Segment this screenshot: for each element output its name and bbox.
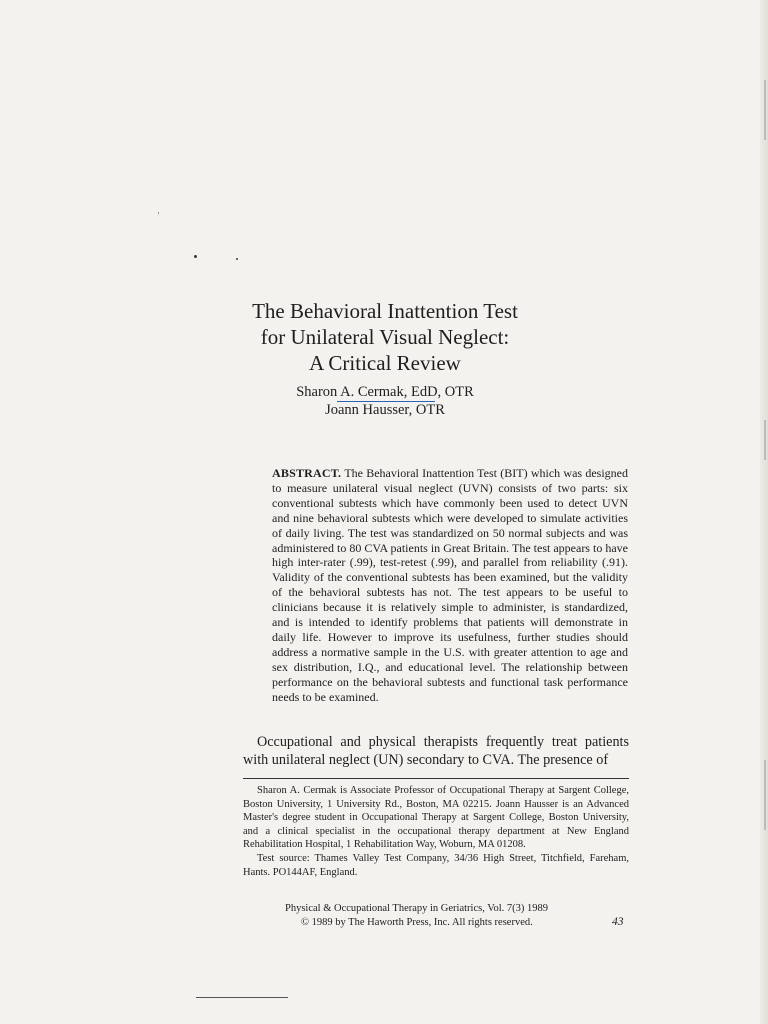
title-line: The Behavioral Inattention Test (252, 299, 518, 323)
footnote-author-info: Sharon A. Cermak is Associate Professor of Occupational Therapy at Sargent College, Boston University, 1 University Rd., Boston, MA 02215. Joann Hausser is an Advanced Master's degree student in Occupational Therapy at Sargent College, Boston University, and a clinical specialist in the occupational therapy department at New England Rehabilitation Hospital, 1 Rehabilitation Way, Woburn, MA 01208. (243, 785, 629, 851)
scan-speck (158, 212, 159, 214)
scan-speck (194, 255, 197, 258)
title-line: A Critical Review (309, 351, 461, 375)
journal-source (243, 902, 629, 929)
journal-citation: Physical & Occupational Therapy in Geriatrics, Vol. 7(3) 1989 (285, 903, 549, 914)
abstract-text: The Behavioral Inattention Test (BIT) which was designed to measure unilateral visual neglect (UVN) consists of two parts: six conventional subtests which have commonly been used to detect UVN and nine behavioral subtests which were developed to simulate activities of daily living. The test was standardized on 50 normal subjects and was administered to 80 CVA patients in Great Britain. The test appears to have high inter-rater (.99), test-retest (.99), and parallel from reliability (.91). Validity of the conventional subtests has been examined, but the validity of the behavioral subtests has not. The test appears to be useful to clinicians because it is relatively simple to administer, is standardized, and is intended to identify problems that patients will demonstrate in daily life. However to improve its usefulness, further studies should address a normative sample in the U.S. with greater attention to age and sex distribution, I.Q., and educational level. The relationship between performance on the behavioral subtests and functional task performance needs to be examined. (272, 466, 628, 704)
footnotes (243, 784, 629, 879)
scan-speck (236, 258, 238, 260)
page-number: 43 (612, 916, 624, 928)
page-edge (760, 0, 768, 1024)
scan-edge-mark (764, 80, 766, 140)
body-paragraph: Occupational and physical therapists frequently treat patients with unilateral neglect (UN) secondary to CVA. The presence of (243, 734, 629, 768)
scan-edge-mark (764, 420, 766, 460)
abstract (272, 466, 628, 705)
author-name: Sharon A. Cermak, EdD, OTR (296, 384, 474, 400)
bottom-rule (196, 997, 288, 998)
copyright-line: © 1989 by The Haworth Press, Inc. All rights reserved. (301, 916, 533, 928)
scan-edge-mark (764, 760, 766, 830)
article-title (230, 298, 540, 376)
footnote-test-source: Test source: Thames Valley Test Company, 34/36 High Street, Titchfield, Fareham, Hants. PO144AF, England. (243, 852, 629, 878)
author-underline (337, 401, 435, 402)
footnote-rule (243, 778, 629, 779)
abstract-label: ABSTRACT. (272, 466, 342, 480)
title-line: for Unilateral Visual Neglect: (260, 325, 510, 349)
author-name: Joann Hausser, OTR (325, 402, 445, 418)
